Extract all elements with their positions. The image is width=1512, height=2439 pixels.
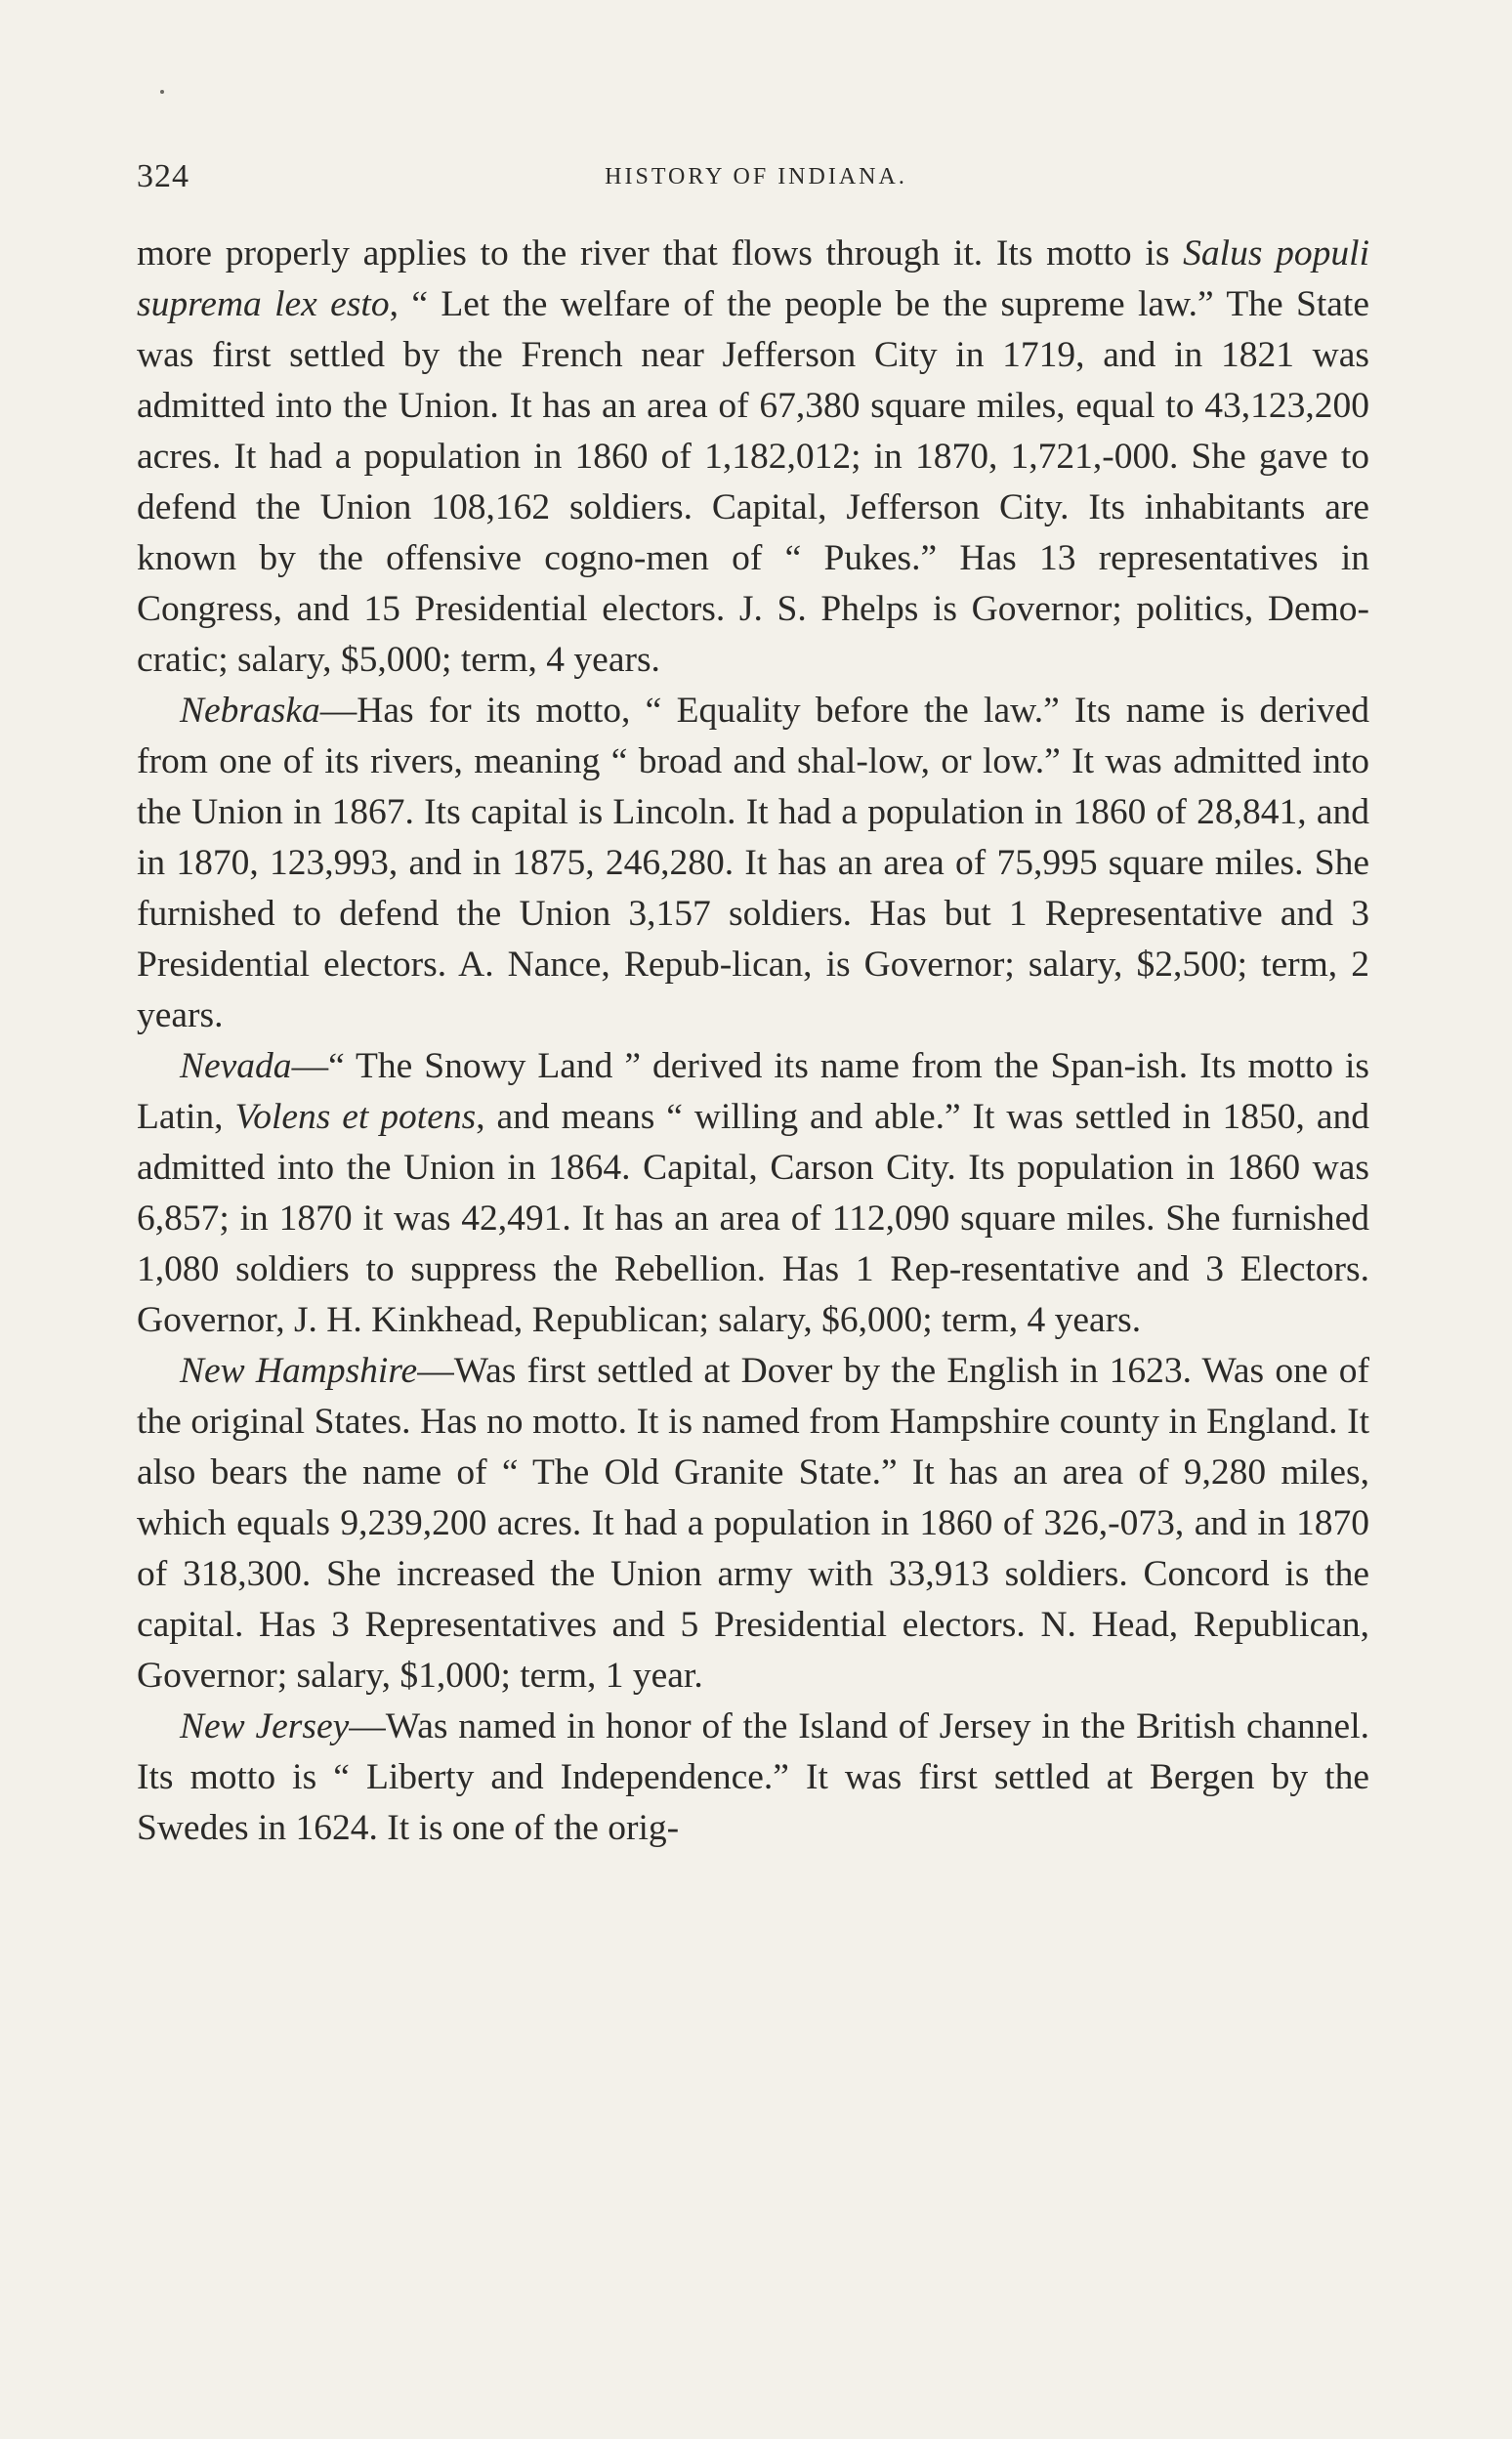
- italic-phrase: Nebraska: [180, 691, 320, 731]
- paragraph-missouri-continued: more properly applies to the river that flows through it. Its motto is Salus populi suprema lex esto, “ Let the welfare of the people be the supreme law.” The State was first settled by the French near Jefferson City in 1719, and in 1821 was admitted into the Union. It has an area of 67,380 square miles, equal to 43,123,200 acres. It had a population in 1860 of 1,182,012; in 1870, 1,721,-000. She gave to defend the Union 108,162 soldiers. Capital, Jefferson City. Its inhabitants are known by the offensive cogno-men of “ Pukes.” Has 13 representatives in Congress, and 15 Presidential electors. J. S. Phelps is Governor; politics, Demo-cratic; salary, $5,000; term, 4 years.: [137, 233, 1369, 680]
- italic-phrase: Nevada: [180, 1046, 292, 1086]
- italic-phrase: Volens et potens: [234, 1097, 477, 1137]
- paragraph-new-hampshire: New Hampshire—Was first settled at Dover by the English in 1623. Was one of the original States. Has no motto. It is named from Hampshire county in England. It also bears the name of “ The Old Granite State.” It has an area of 9,280 miles, which equals 9,239,200 acres. It had a population in 1860 of 326,-073, and in 1870 of 318,300. She increased the Union army with 33,913 soldiers. Concord is the capital. Has 3 Representatives and 5 Presidential electors. N. Head, Republican, Governor; salary, $1,000; term, 1 year.: [137, 1351, 1369, 1696]
- page-number: 324: [137, 158, 189, 194]
- running-head: [137, 158, 1375, 201]
- italic-phrase: Salus populi suprema lex esto: [137, 233, 1369, 324]
- italic-phrase: New Hampshire: [180, 1351, 418, 1391]
- ink-speck: [160, 90, 164, 94]
- running-title: HISTORY OF INDIANA.: [605, 164, 907, 189]
- paragraph-nevada: Nevada—“ The Snowy Land ” derived its name from the Span-ish. Its motto is Latin, Volens et potens, and means “ willing and able.” It was settled in 1850, and admitted into the Union in 1864. Capital, Carson City. Its population in 1860 was 6,857; in 1870 it was 42,491. It has an area of 112,090 square miles. She furnished 1,080 soldiers to suppress the Rebellion. Has 1 Rep-resentative and 3 Electors. Governor, J. H. Kinkhead, Republican; salary, $6,000; term, 4 years.: [137, 1046, 1369, 1340]
- italic-phrase: New Jersey: [180, 1706, 350, 1746]
- text-body: [137, 229, 1369, 1854]
- paragraph-new-jersey: New Jersey—Was named in honor of the Island of Jersey in the British channel. Its motto is “ Liberty and Independence.” It was first settled at Bergen by the Swedes in 1624. It is one of the orig-: [137, 1706, 1369, 1848]
- paragraph-nebraska: Nebraska—Has for its motto, “ Equality before the law.” Its name is derived from one of its rivers, meaning “ broad and shal-low, or low.” It was admitted into the Union in 1867. Its capital is Lincoln. It had a population in 1860 of 28,841, and in 1870, 123,993, and in 1875, 246,280. It has an area of 75,995 square miles. She furnished to defend the Union 3,157 soldiers. Has but 1 Representative and 3 Presidential electors. A. Nance, Repub-lican, is Governor; salary, $2,500; term, 2 years.: [137, 691, 1369, 1035]
